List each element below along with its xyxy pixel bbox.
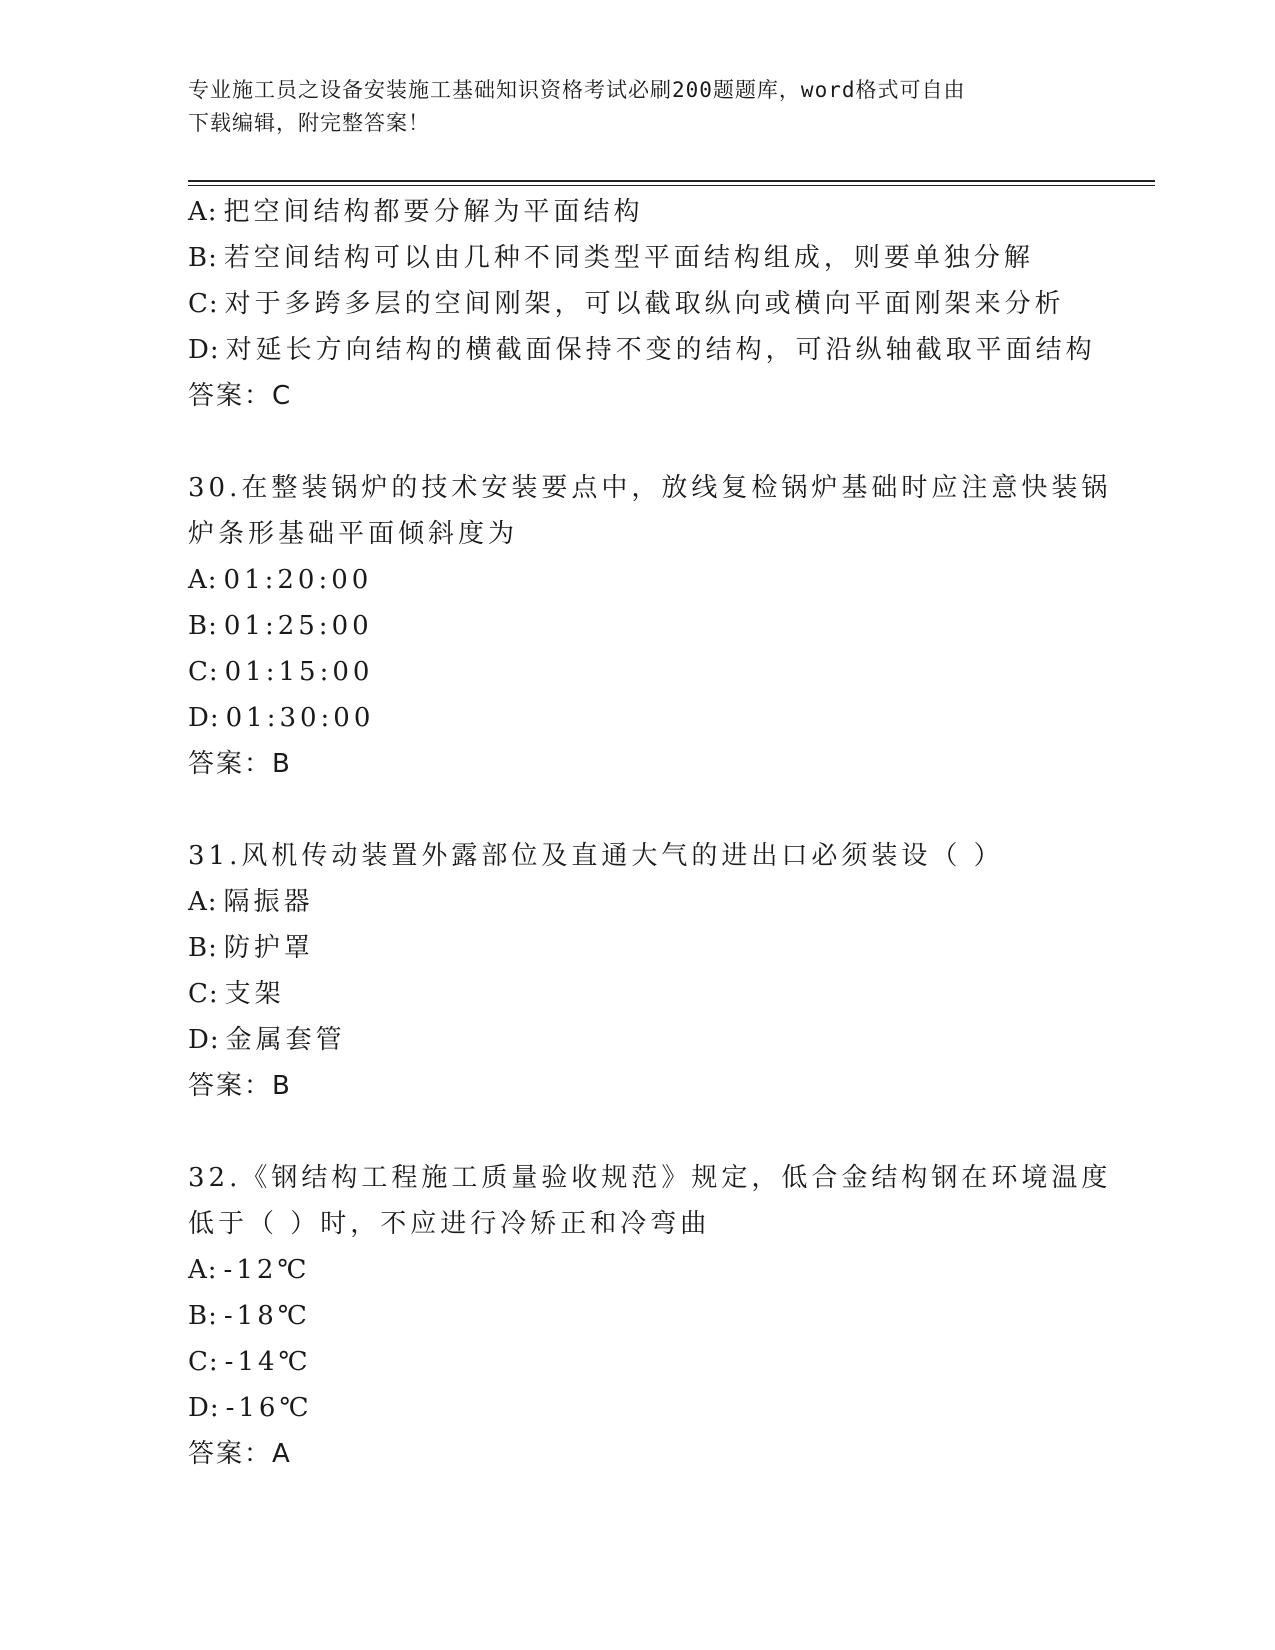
question-stem-line-1: 30.在整装锅炉的技术安装要点中，放线复检锅炉基础时应注意快装锅 <box>188 473 1112 503</box>
option-letter: C: <box>188 1347 219 1377</box>
option-letter: D: <box>188 1025 220 1055</box>
option-letter: D: <box>188 335 220 365</box>
option-text: 01:20:00 <box>223 565 373 595</box>
answer-line: 答案：A <box>188 1439 292 1469</box>
page-header <box>188 74 1088 140</box>
option-text: 01:30:00 <box>225 703 375 733</box>
option-a <box>188 1247 1088 1293</box>
answer-line: 答案：B <box>188 1071 292 1101</box>
option-letter: B: <box>188 1301 218 1331</box>
option-letter: D: <box>188 1393 220 1423</box>
option-letter: A: <box>188 565 218 595</box>
header-title-line-1: 专业施工员之设备安装施工基础知识资格考试必刷200题题库，word格式可自由 <box>188 78 966 102</box>
question-stem-line-2: 低于（ ）时，不应进行冷矫正和冷弯曲 <box>188 1209 711 1239</box>
option-c <box>188 281 1088 327</box>
option-a <box>188 557 1088 603</box>
option-letter: B: <box>188 243 218 273</box>
option-text: 01:15:00 <box>224 657 374 687</box>
option-c <box>188 1339 1088 1385</box>
option-letter: B: <box>188 611 218 641</box>
option-text: 把空间结构都要分解为平面结构 <box>223 197 644 227</box>
question-30 <box>188 465 1112 787</box>
option-letter: D: <box>188 703 220 733</box>
answer-line: 答案：C <box>188 381 293 411</box>
question-stem-line-1: 31.风机传动装置外露部位及直通大气的进出口必须装设（ ） <box>188 841 1004 871</box>
option-letter: B: <box>188 933 218 963</box>
spacer <box>188 419 1088 465</box>
option-letter: C: <box>188 289 219 319</box>
option-c <box>188 649 1088 695</box>
option-text: 对延长方向结构的横截面保持不变的结构，可沿纵轴截取平面结构 <box>225 335 1096 365</box>
question-list <box>188 189 1112 1477</box>
question-31 <box>188 833 1088 1109</box>
option-d <box>188 1385 1088 1431</box>
option-text: -12℃ <box>223 1255 311 1285</box>
option-letter: A: <box>188 887 218 917</box>
option-text: 对于多跨多层的空间刚架，可以截取纵向或横向平面刚架来分析 <box>224 289 1065 319</box>
question-stem-line-1: 32.《钢结构工程施工质量验收规范》规定，低合金结构钢在环境温度 <box>188 1163 1112 1193</box>
option-letter: C: <box>188 657 219 687</box>
header-divider <box>188 180 1155 182</box>
question-29-tail <box>188 189 1096 419</box>
option-text: 金属套管 <box>225 1025 346 1055</box>
question-stem-line-2: 炉条形基础平面倾斜度为 <box>188 519 519 549</box>
option-d <box>188 695 1088 741</box>
spacer <box>188 1109 1088 1155</box>
option-b <box>188 603 1088 649</box>
option-text: -14℃ <box>224 1347 312 1377</box>
answer-line: 答案：B <box>188 749 292 779</box>
question-32 <box>188 1155 1112 1477</box>
option-a <box>188 189 1088 235</box>
option-text: 防护罩 <box>223 933 314 963</box>
option-text: 支架 <box>224 979 285 1009</box>
option-letter: A: <box>188 1255 218 1285</box>
header-title-line-2: 下载编辑，附完整答案！ <box>188 111 430 135</box>
option-b <box>188 1293 1088 1339</box>
option-a <box>188 879 1088 925</box>
option-d <box>188 1017 1088 1063</box>
option-text: 若空间结构可以由几种不同类型平面结构组成，则要单独分解 <box>223 243 1034 273</box>
option-letter: C: <box>188 979 219 1009</box>
option-b <box>188 235 1088 281</box>
option-text: 01:25:00 <box>223 611 373 641</box>
option-text: -16℃ <box>225 1393 313 1423</box>
option-b <box>188 925 1088 971</box>
option-c <box>188 971 1088 1017</box>
option-text: -18℃ <box>223 1301 311 1331</box>
option-letter: A: <box>188 197 218 227</box>
spacer <box>188 787 1088 833</box>
option-text: 隔振器 <box>223 887 314 917</box>
header-divider-thin <box>188 185 1155 186</box>
option-d <box>188 327 1096 373</box>
